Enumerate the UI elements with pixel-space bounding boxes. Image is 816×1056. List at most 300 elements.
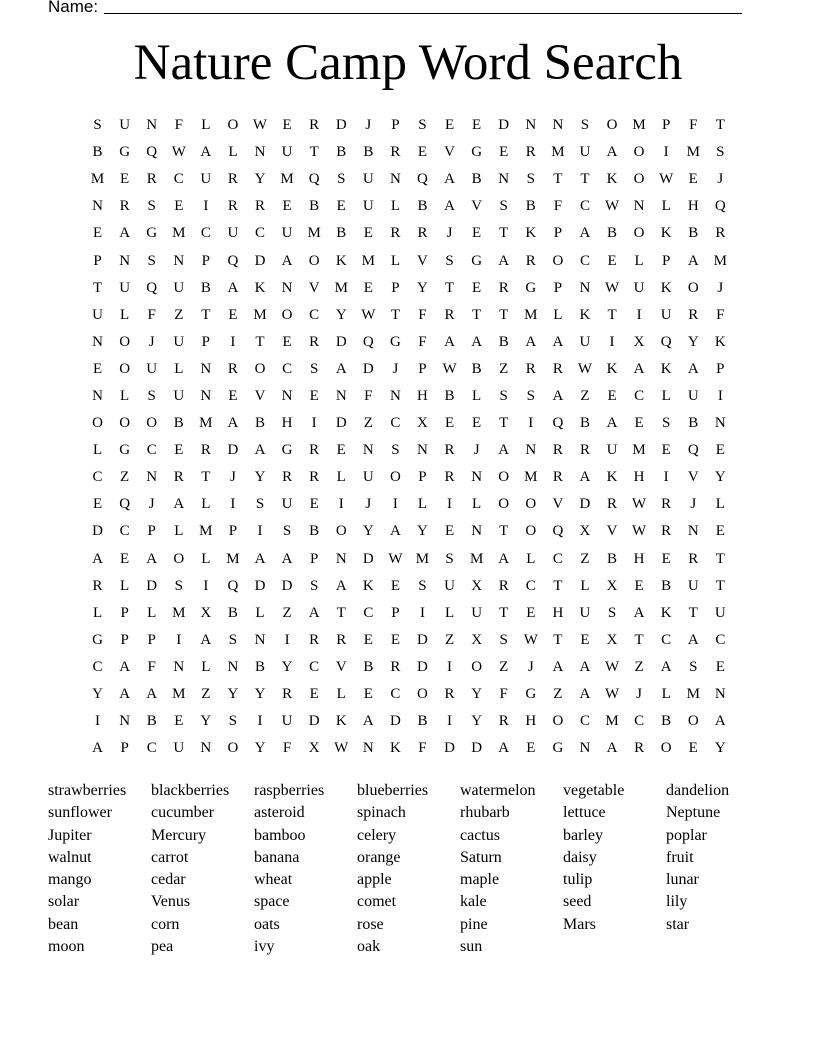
grid-letter: R <box>390 658 401 675</box>
word-list-item: oats <box>254 915 280 933</box>
grid-letter: J <box>690 496 697 513</box>
grid-letter: P <box>418 360 427 377</box>
grid-letter: V <box>687 469 699 486</box>
grid-letter: S <box>228 631 238 648</box>
grid-letter: R <box>498 577 509 594</box>
grid-letter: I <box>392 496 398 513</box>
grid-letter: K <box>606 171 618 188</box>
grid-letter: K <box>606 360 618 377</box>
grid-row <box>84 275 734 302</box>
grid-letter: T <box>499 523 509 540</box>
grid-row <box>84 437 734 464</box>
grid-letter: B <box>525 198 536 215</box>
grid-letter: U <box>606 442 618 459</box>
grid-letter: A <box>498 252 510 269</box>
name-field[interactable] <box>48 0 742 17</box>
grid-letter: L <box>201 658 211 675</box>
grid-letter: O <box>633 171 645 188</box>
grid-letter: G <box>119 144 131 161</box>
grid-letter: A <box>498 550 510 567</box>
grid-letter: L <box>444 604 455 621</box>
word-list-item: carrot <box>151 848 189 866</box>
grid-letter: I <box>95 713 101 730</box>
grid-letter: X <box>200 604 212 621</box>
grid-letter: N <box>471 523 483 540</box>
word-list-item: kale <box>460 893 487 911</box>
grid-letter: D <box>254 577 266 594</box>
word-list-item: celery <box>357 826 397 844</box>
grid-letter: G <box>471 144 483 161</box>
grid-letter: A <box>92 740 103 757</box>
grid-letter: O <box>471 658 483 675</box>
grid-letter: N <box>714 686 726 703</box>
grid-letter: F <box>418 306 427 323</box>
grid-letter: N <box>227 658 239 675</box>
grid-letter: J <box>446 225 453 242</box>
grid-letter: M <box>415 550 430 567</box>
word-list-item: lettuce <box>563 804 606 822</box>
grid-letter: G <box>146 225 158 242</box>
grid-letter: R <box>173 469 184 486</box>
word-list-item: banana <box>254 848 300 866</box>
grid-letter: Y <box>254 469 266 486</box>
grid-letter: S <box>526 171 535 188</box>
grid-letter: C <box>146 442 157 459</box>
grid-letter: U <box>119 279 131 296</box>
grid-letter: R <box>444 442 455 459</box>
word-list-item: asteroid <box>254 804 305 822</box>
grid-letter: M <box>632 117 646 134</box>
grid-letter: U <box>281 225 293 242</box>
grid-letter: T <box>553 577 563 594</box>
grid-letter: U <box>281 496 293 513</box>
grid-letter: P <box>391 279 400 296</box>
grid-letter: H <box>417 387 428 404</box>
grid-letter: S <box>228 713 238 730</box>
grid-letter: H <box>552 604 564 621</box>
grid-letter: B <box>607 225 618 242</box>
grid-letter: P <box>553 225 563 242</box>
grid-letter: B <box>688 225 699 242</box>
grid-letter: R <box>444 686 455 703</box>
grid-letter: H <box>633 469 645 486</box>
grid-letter: C <box>200 225 211 242</box>
grid-letter: N <box>714 415 726 432</box>
word-list-item: blueberries <box>357 782 429 799</box>
grid-letter: A <box>471 333 483 350</box>
grid-letter: O <box>417 686 428 703</box>
grid-letter: Q <box>146 144 158 161</box>
grid-letter: A <box>687 360 699 377</box>
grid-letter: D <box>362 550 374 567</box>
grid-letter: O <box>606 117 618 134</box>
grid-letter: O <box>687 279 699 296</box>
grid-letter: A <box>119 225 131 242</box>
grid-letter: A <box>579 658 591 675</box>
grid-letter: A <box>200 144 212 161</box>
word-list-item: rhubarb <box>460 804 510 822</box>
grid-letter: Z <box>444 631 455 648</box>
grid-letter: L <box>120 387 130 404</box>
grid-letter: D <box>281 577 293 594</box>
grid-letter: Z <box>580 550 590 567</box>
grid-letter: U <box>173 387 185 404</box>
grid-letter: Y <box>227 686 239 703</box>
grid-letter: D <box>254 252 266 269</box>
grid-letter: Y <box>362 523 374 540</box>
grid-letter: T <box>201 469 211 486</box>
grid-letter: C <box>363 604 374 621</box>
grid-letter: D <box>417 658 428 675</box>
grid-letter: R <box>390 144 401 161</box>
grid-letter: O <box>119 333 131 350</box>
grid-letter: L <box>715 496 725 513</box>
grid-letter: E <box>363 279 373 296</box>
grid-letter: I <box>717 387 723 404</box>
grid-letter: M <box>226 550 240 567</box>
word-list-item: moon <box>48 938 85 956</box>
grid-letter: N <box>633 198 645 215</box>
grid-row <box>84 220 734 247</box>
grid-letter: W <box>604 658 620 675</box>
grid-letter: M <box>524 469 538 486</box>
grid-letter: W <box>604 198 620 215</box>
grid-letter: A <box>552 333 564 350</box>
grid-letter: G <box>552 740 564 757</box>
grid-letter: I <box>257 713 263 730</box>
grid-letter: X <box>633 333 645 350</box>
grid-letter: R <box>579 442 590 459</box>
grid-letter: E <box>309 686 319 703</box>
word-list-item: bean <box>48 915 79 933</box>
grid-letter: M <box>361 252 375 269</box>
grid-letter: X <box>606 577 618 594</box>
word-list-item: Neptune <box>666 804 721 822</box>
grid-letter: E <box>174 713 184 730</box>
grid-letter: G <box>525 279 537 296</box>
grid-letter: L <box>390 252 400 269</box>
grid-letter: R <box>390 225 401 242</box>
grid-letter: A <box>579 686 591 703</box>
grid-letter: Q <box>146 279 158 296</box>
grid-letter: A <box>444 333 455 350</box>
word-list-item: Mars <box>563 915 596 933</box>
grid-letter: V <box>308 279 320 296</box>
grid-letter: G <box>471 252 483 269</box>
grid-letter: C <box>119 523 130 540</box>
grid-letter: N <box>92 198 103 215</box>
letter-grid <box>84 112 734 762</box>
word-list-item: Mercury <box>151 826 207 844</box>
grid-letter: Q <box>660 333 672 350</box>
grid-letter: V <box>444 144 455 161</box>
grid-letter: G <box>389 333 401 350</box>
grid-letter: O <box>552 252 564 269</box>
grid-letter: S <box>445 550 454 567</box>
grid-letter: E <box>309 387 319 404</box>
grid-letter: A <box>227 279 239 296</box>
grid-letter: O <box>92 415 103 432</box>
grid-letter: E <box>92 360 103 377</box>
grid-letter: A <box>227 415 239 432</box>
grid-letter: N <box>254 631 266 648</box>
grid-letter: L <box>336 469 346 486</box>
grid-letter: L <box>201 117 211 134</box>
grid-letter: B <box>363 144 374 161</box>
grid-letter: S <box>445 252 454 269</box>
word-list-item: space <box>254 893 290 911</box>
grid-letter: N <box>200 387 212 404</box>
grid-letter: A <box>308 604 320 621</box>
grid-letter: Q <box>417 171 428 188</box>
grid-letter: I <box>663 469 669 486</box>
grid-letter: H <box>687 198 699 215</box>
grid-letter: I <box>447 713 453 730</box>
grid-letter: E <box>120 171 130 188</box>
grid-letter: N <box>389 171 401 188</box>
grid-letter: N <box>92 333 103 350</box>
grid-letter: R <box>119 198 130 215</box>
word-list-item: apple <box>357 871 392 889</box>
word-list-item: maple <box>460 871 500 889</box>
grid-letter: A <box>92 550 103 567</box>
grid-letter: A <box>525 333 537 350</box>
grid-letter: S <box>282 523 292 540</box>
grid-letter: W <box>442 360 457 377</box>
grid-letter: L <box>147 604 157 621</box>
grid-letter: N <box>362 442 374 459</box>
grid-letter: Q <box>308 171 320 188</box>
grid-letter: W <box>523 631 538 648</box>
grid-letter: T <box>715 117 725 134</box>
grid-letter: U <box>92 306 103 323</box>
grid-letter: F <box>282 740 292 757</box>
grid-letter: E <box>174 198 184 215</box>
grid-letter: R <box>607 496 618 513</box>
grid-letter: N <box>146 117 158 134</box>
grid-letter: R <box>552 442 563 459</box>
grid-letter: J <box>717 171 724 188</box>
word-list-item: Jupiter <box>48 826 92 844</box>
grid-letter: E <box>715 442 725 459</box>
grid-letter: E <box>363 225 373 242</box>
grid-letter: N <box>335 387 347 404</box>
word-list-item: oak <box>357 938 381 956</box>
grid-letter: P <box>147 523 156 540</box>
grid-row <box>84 302 734 329</box>
grid-letter: C <box>552 550 563 567</box>
grid-letter: I <box>203 198 209 215</box>
grid-letter: R <box>688 306 699 323</box>
grid-letter: N <box>471 469 483 486</box>
grid-letter: O <box>335 523 347 540</box>
grid-letter: E <box>92 496 103 513</box>
grid-letter: N <box>200 360 212 377</box>
grid-letter: U <box>173 333 185 350</box>
grid-letter: K <box>660 279 672 296</box>
grid-row <box>84 654 734 681</box>
grid-letter: K <box>660 225 672 242</box>
grid-letter: I <box>338 496 344 513</box>
grid-letter: G <box>92 631 103 648</box>
grid-letter: E <box>634 577 644 594</box>
grid-letter: A <box>146 550 158 567</box>
grid-letter: R <box>282 469 293 486</box>
word-list-item: star <box>666 915 690 933</box>
grid-letter: L <box>580 577 590 594</box>
grid-letter: N <box>579 740 591 757</box>
grid-letter: G <box>281 442 293 459</box>
grid-letter: E <box>174 442 184 459</box>
grid-letter: E <box>390 577 400 594</box>
grid-letter: Y <box>471 713 483 730</box>
grid-letter: E <box>715 523 725 540</box>
grid-letter: I <box>230 333 236 350</box>
grid-letter: N <box>498 171 510 188</box>
grid-letter: D <box>579 496 591 513</box>
grid-letter: D <box>335 333 347 350</box>
grid-letter: O <box>389 469 401 486</box>
grid-letter: R <box>661 496 672 513</box>
grid-letter: U <box>362 198 374 215</box>
grid-letter: L <box>417 496 428 513</box>
grid-letter: D <box>92 523 103 540</box>
grid-row <box>84 193 734 220</box>
word-list-item: walnut <box>48 848 92 866</box>
grid-letter: W <box>577 360 593 377</box>
grid-letter: J <box>392 360 399 377</box>
grid-letter: W <box>632 496 647 513</box>
grid-letter: S <box>147 387 156 404</box>
grid-letter: C <box>255 225 266 242</box>
grid-letter: R <box>309 442 320 459</box>
grid-letter: L <box>661 198 671 215</box>
grid-letter: E <box>363 631 373 648</box>
grid-letter: S <box>147 198 156 215</box>
grid-letter: N <box>200 740 212 757</box>
grid-letter: Y <box>687 333 699 350</box>
grid-letter: B <box>363 658 374 675</box>
grid-letter: E <box>607 252 617 269</box>
word-list-item: Venus <box>151 893 191 911</box>
grid-letter: B <box>498 333 509 350</box>
grid-row <box>84 166 734 193</box>
grid-letter: D <box>335 415 347 432</box>
grid-letter: H <box>525 713 537 730</box>
grid-letter: E <box>661 550 671 567</box>
grid-letter: B <box>688 415 699 432</box>
grid-letter: B <box>255 658 266 675</box>
grid-letter: P <box>553 279 563 296</box>
grid-letter: R <box>200 442 211 459</box>
grid-letter: F <box>499 686 508 703</box>
grid-letter: J <box>230 469 236 486</box>
grid-letter: T <box>390 306 400 323</box>
grid-letter: C <box>282 360 293 377</box>
grid-row <box>84 518 734 545</box>
grid-letter: U <box>281 144 293 161</box>
grid-letter: U <box>579 333 591 350</box>
grid-letter: C <box>634 713 645 730</box>
grid-letter: D <box>444 740 455 757</box>
grid-letter: I <box>447 496 453 513</box>
grid-letter: F <box>364 387 373 404</box>
grid-letter: C <box>173 171 184 188</box>
grid-letter: Z <box>553 686 563 703</box>
grid-letter: R <box>552 360 563 377</box>
grid-row <box>84 356 734 383</box>
word-list-item: barley <box>563 826 603 844</box>
grid-letter: Y <box>254 171 266 188</box>
grid-letter: I <box>230 496 236 513</box>
grid-letter: E <box>363 686 373 703</box>
grid-letter: H <box>281 415 293 432</box>
grid-letter: W <box>604 279 620 296</box>
name-label: Name: <box>48 0 99 16</box>
grid-letter: C <box>390 415 401 432</box>
grid-letter: K <box>254 279 266 296</box>
grid-letter: X <box>471 631 483 648</box>
grid-letter: E <box>92 225 103 242</box>
grid-letter: K <box>579 306 591 323</box>
word-list-item: spinach <box>357 804 406 822</box>
grid-letter: B <box>173 415 184 432</box>
grid-letter: C <box>715 631 726 648</box>
grid-letter: R <box>525 144 536 161</box>
word-list-item: Saturn <box>460 848 502 866</box>
grid-letter: A <box>173 496 185 513</box>
grid-letter: I <box>663 144 669 161</box>
grid-letter: M <box>307 225 321 242</box>
grid-letter: E <box>282 117 292 134</box>
grid-letter: S <box>309 360 319 377</box>
grid-letter: L <box>201 550 211 567</box>
grid-letter: T <box>499 225 509 242</box>
grid-letter: P <box>309 550 319 567</box>
grid-letter: E <box>526 740 536 757</box>
grid-letter: I <box>419 604 425 621</box>
grid-letter: E <box>634 415 644 432</box>
grid-letter: B <box>255 415 266 432</box>
grid-letter: N <box>173 252 185 269</box>
grid-letter: A <box>389 523 401 540</box>
grid-letter: R <box>498 713 509 730</box>
grid-row <box>84 735 734 762</box>
grid-letter: Z <box>499 658 509 675</box>
grid-letter: M <box>199 415 213 432</box>
grid-letter: N <box>362 740 374 757</box>
word-list-item: corn <box>151 915 180 933</box>
grid-letter: R <box>661 523 672 540</box>
grid-letter: R <box>525 360 536 377</box>
grid-letter: S <box>309 577 319 594</box>
grid-letter: X <box>606 631 618 648</box>
grid-letter: S <box>499 198 508 215</box>
grid-letter: A <box>606 144 618 161</box>
word-list-item: dandelion <box>666 782 730 799</box>
grid-letter: Y <box>335 306 347 323</box>
grid-letter: T <box>715 550 725 567</box>
grid-letter: V <box>254 387 266 404</box>
grid-letter: Y <box>254 740 266 757</box>
name-underline[interactable] <box>104 0 742 14</box>
grid-letter: E <box>607 387 617 404</box>
grid-row <box>84 681 734 708</box>
grid-letter: H <box>633 550 645 567</box>
grid-letter: P <box>201 252 211 269</box>
grid-letter: A <box>146 686 158 703</box>
grid-letter: L <box>228 144 238 161</box>
